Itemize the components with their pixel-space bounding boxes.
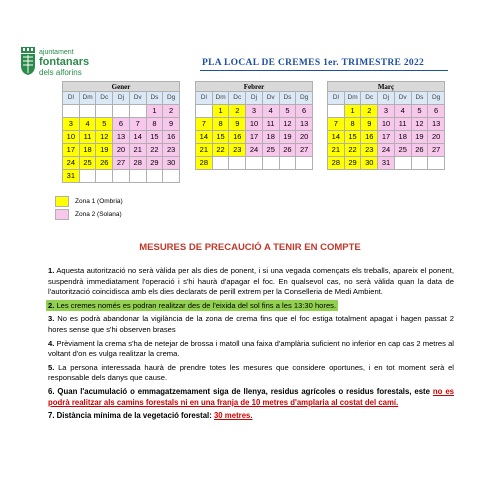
calendar-day: 5	[412, 105, 429, 118]
calendar-day: 14	[328, 131, 345, 144]
calendar-empty-cell	[113, 170, 130, 183]
calendar-empty-cell	[130, 170, 147, 183]
weekday-header: Dl	[328, 92, 345, 105]
calendar-day: 18	[263, 131, 280, 144]
calendar-day: 9	[361, 118, 378, 131]
weekday-header: Ds	[280, 92, 297, 105]
rule-text: Prèviament la crema s'ha de netejar de brossa i matoll una faixa d'amplària suficient no inferior en cap cas 2 metres al voltant d'on es vulga realitzar la crema.	[48, 338, 454, 359]
document-title: PLA LOCAL DE CREMES 1er. TRIMESTRE 2022	[202, 58, 425, 68]
calendar-day: 9	[163, 118, 180, 131]
weekday-header: Ds	[147, 92, 164, 105]
calendar-day: 28	[328, 157, 345, 170]
calendar-day: 2	[163, 105, 180, 118]
calendar-day: 11	[263, 118, 280, 131]
calendar-day: 9	[229, 118, 246, 131]
calendar-day: 6	[296, 105, 313, 118]
calendar-day: 7	[196, 118, 213, 131]
weekday-header: Dg	[296, 92, 313, 105]
calendar-day: 24	[246, 144, 263, 157]
calendar-day: 22	[213, 144, 230, 157]
rule-5	[48, 363, 454, 384]
calendar-day: 4	[395, 105, 412, 118]
coat-of-arms-icon	[20, 46, 36, 76]
rule-7	[48, 411, 454, 422]
precautions-heading: MESURES DE PRECAUCIÓ A TENIR EN COMPTE	[139, 242, 361, 253]
rule-number: 1.	[48, 266, 55, 275]
calendar-day: 12	[412, 118, 429, 131]
calendar-day: 6	[113, 118, 130, 131]
calendar-day: 31	[63, 170, 80, 183]
calendar-day: 12	[280, 118, 297, 131]
precautions-list	[48, 266, 454, 425]
calendar-day: 27	[428, 144, 445, 157]
legend-swatch-zone-2	[55, 209, 69, 220]
weekday-header: Dl	[63, 92, 80, 105]
calendar-empty-cell	[147, 170, 164, 183]
highlighted-rule	[46, 300, 338, 311]
weekday-header: Dm	[80, 92, 97, 105]
calendar-day: 26	[412, 144, 429, 157]
calendar-empty-cell	[80, 170, 97, 183]
calendar-day: 1	[213, 105, 230, 118]
calendar-day: 12	[96, 131, 113, 144]
calendar-grid	[62, 92, 180, 183]
weekday-header: Dj	[246, 92, 263, 105]
calendar-day: 17	[378, 131, 395, 144]
calendar-day: 14	[130, 131, 147, 144]
rule-text: Les cremes només es podran realitzar des de l'eixida del sol fins a les 13:30 hores.	[54, 300, 337, 310]
calendar-empty-cell	[412, 157, 429, 170]
calendar-day: 21	[328, 144, 345, 157]
calendar-day: 5	[280, 105, 297, 118]
calendar-day: 3	[63, 118, 80, 131]
calendar-day: 18	[395, 131, 412, 144]
calendar-day: 20	[428, 131, 445, 144]
calendar-empty-cell	[96, 105, 113, 118]
rule-number: 5.	[48, 362, 55, 372]
calendar-empty-cell	[130, 105, 147, 118]
calendar-day: 17	[246, 131, 263, 144]
calendar-empty-cell	[229, 157, 246, 170]
calendar-day: 1	[345, 105, 362, 118]
calendar-day: 22	[345, 144, 362, 157]
title-underline	[200, 70, 448, 71]
legend-zone-2	[55, 209, 215, 220]
logo-line-2: fontanars	[39, 56, 90, 68]
calendar-day: 25	[395, 144, 412, 157]
calendar-day: 6	[428, 105, 445, 118]
calendar-day: 31	[378, 157, 395, 170]
rule-number: 4.	[48, 338, 55, 348]
calendar-month-name: Febrer	[195, 81, 313, 92]
calendar-january	[62, 81, 180, 183]
calendar-day: 2	[229, 105, 246, 118]
calendar-day: 20	[113, 144, 130, 157]
calendar-day: 21	[196, 144, 213, 157]
rule-6	[48, 387, 454, 408]
calendar-day: 16	[229, 131, 246, 144]
calendar-day: 7	[328, 118, 345, 131]
legend-label-zone-1: Zona 1 (Ombria)	[75, 198, 123, 205]
calendar-day: 10	[378, 118, 395, 131]
calendar-day: 21	[130, 144, 147, 157]
calendar-day: 19	[96, 144, 113, 157]
calendar-day: 3	[378, 105, 395, 118]
rule-1	[48, 266, 454, 298]
calendar-day: 8	[147, 118, 164, 131]
rule-text: Aquesta autorització no serà vàlida per als dies de ponent, i si una vegada començats els treballs, apareix el ponent, suspendrà immediatament l'operació i s'hi haurà d'apagar el foc. En qualsevol cas, no serà vàlida quan la data de l'autorització coincidisca amb els dies declarats de perill extrem per la Conselleria de Medi Ambient.	[48, 266, 454, 297]
calendar-day: 13	[296, 118, 313, 131]
calendar-day: 8	[213, 118, 230, 131]
rule-number: 2.	[48, 300, 55, 310]
calendar-day: 15	[213, 131, 230, 144]
calendar-empty-cell	[328, 105, 345, 118]
calendar-day: 5	[96, 118, 113, 131]
weekday-header: Dc	[229, 92, 246, 105]
town-logo	[20, 46, 130, 80]
calendar-day: 13	[428, 118, 445, 131]
calendar-day: 3	[246, 105, 263, 118]
calendar-day: 18	[80, 144, 97, 157]
calendar-day: 28	[130, 157, 147, 170]
calendar-day: 27	[113, 157, 130, 170]
rule-number: 3.	[48, 314, 55, 324]
rule-text: La persona interessada haurà de prendre totes les mesures que considere oportunes, i en tot moment serà el responsable dels danys que cause.	[48, 362, 454, 383]
calendar-day: 11	[395, 118, 412, 131]
logo-line-3: dels alforins	[39, 68, 82, 77]
weekday-header: Dm	[213, 92, 230, 105]
calendar-grid	[327, 92, 445, 170]
calendar-day: 16	[361, 131, 378, 144]
calendar-day: 17	[63, 144, 80, 157]
calendar-day: 2	[361, 105, 378, 118]
weekday-header: Dl	[196, 92, 213, 105]
calendar-day: 8	[345, 118, 362, 131]
calendar-empty-cell	[80, 105, 97, 118]
calendar-march	[327, 81, 445, 170]
calendar-month-name: Gener	[62, 81, 180, 92]
calendar-day: 4	[263, 105, 280, 118]
calendar-day: 26	[96, 157, 113, 170]
calendar-day: 28	[196, 157, 213, 170]
rule-2	[48, 301, 454, 312]
legend-label-zone-2: Zona 2 (Solana)	[75, 211, 122, 218]
weekday-header: Ds	[412, 92, 429, 105]
weekday-header: Dg	[428, 92, 445, 105]
calendar-day: 30	[163, 157, 180, 170]
calendar-empty-cell	[395, 157, 412, 170]
calendar-february	[195, 81, 313, 170]
calendar-day: 13	[113, 131, 130, 144]
weekday-header: Dv	[130, 92, 147, 105]
calendar-day: 15	[345, 131, 362, 144]
calendar-day: 16	[163, 131, 180, 144]
calendar-day: 27	[296, 144, 313, 157]
calendar-month-name: Març	[327, 81, 445, 92]
calendar-day: 19	[280, 131, 297, 144]
calendar-day: 1	[147, 105, 164, 118]
rule-text: 6. Quan l'acumulació o emmagatzemament siga de llenya, residus agrícoles o residus forestals, este	[48, 386, 433, 396]
calendar-empty-cell	[163, 170, 180, 183]
weekday-header: Dj	[378, 92, 395, 105]
weekday-header: Dc	[361, 92, 378, 105]
calendar-day: 23	[163, 144, 180, 157]
calendar-day: 14	[196, 131, 213, 144]
calendar-empty-cell	[246, 157, 263, 170]
calendar-day: 22	[147, 144, 164, 157]
calendar-day: 29	[345, 157, 362, 170]
legend-zone-1	[55, 196, 215, 207]
rule-emphasis: no es podrà realitzar als camins forestals ni en una franja de 10 metres d'amplaria al costat del camí.	[48, 386, 454, 407]
calendar-day: 29	[147, 157, 164, 170]
weekday-header: Dm	[345, 92, 362, 105]
rule-text: 7. Distància mínima de la vegetació forestal:	[48, 411, 214, 421]
calendar-empty-cell	[113, 105, 130, 118]
calendar-day: 23	[229, 144, 246, 157]
rule-3	[48, 314, 454, 335]
weekday-header: Dv	[263, 92, 280, 105]
rule-4	[48, 339, 454, 360]
calendar-day: 10	[246, 118, 263, 131]
calendar-grid	[195, 92, 313, 170]
calendar-day: 7	[130, 118, 147, 131]
calendar-empty-cell	[428, 157, 445, 170]
weekday-header: Dv	[395, 92, 412, 105]
calendar-empty-cell	[96, 170, 113, 183]
calendar-day: 30	[361, 157, 378, 170]
calendar-empty-cell	[280, 157, 297, 170]
rule-emphasis: 30 metres.	[213, 411, 253, 421]
calendar-day: 11	[80, 131, 97, 144]
calendar-empty-cell	[263, 157, 280, 170]
calendar-day: 19	[412, 131, 429, 144]
calendar-day: 25	[263, 144, 280, 157]
rule-text: No es podrà abandonar la vigilància de la zona de crema fins que el foc estiga totalment apagat i hagen passat 2 hores sense que s'hi observen brases	[48, 314, 454, 334]
calendar-empty-cell	[213, 157, 230, 170]
calendar-empty-cell	[296, 157, 313, 170]
calendar-empty-cell	[196, 105, 213, 118]
weekday-header: Dc	[96, 92, 113, 105]
calendar-day: 4	[80, 118, 97, 131]
logo-wordmark	[39, 48, 89, 77]
calendar-day: 25	[80, 157, 97, 170]
calendar-day: 23	[361, 144, 378, 157]
calendar-day: 10	[63, 131, 80, 144]
calendar-day: 15	[147, 131, 164, 144]
calendar-day: 26	[280, 144, 297, 157]
weekday-header: Dj	[113, 92, 130, 105]
calendar-day: 24	[63, 157, 80, 170]
weekday-header: Dg	[163, 92, 180, 105]
calendar-day: 24	[378, 144, 395, 157]
legend-swatch-zone-1	[55, 196, 69, 207]
calendar-empty-cell	[63, 105, 80, 118]
calendar-day: 20	[296, 131, 313, 144]
logo-line-1: ajuntament	[39, 49, 74, 56]
